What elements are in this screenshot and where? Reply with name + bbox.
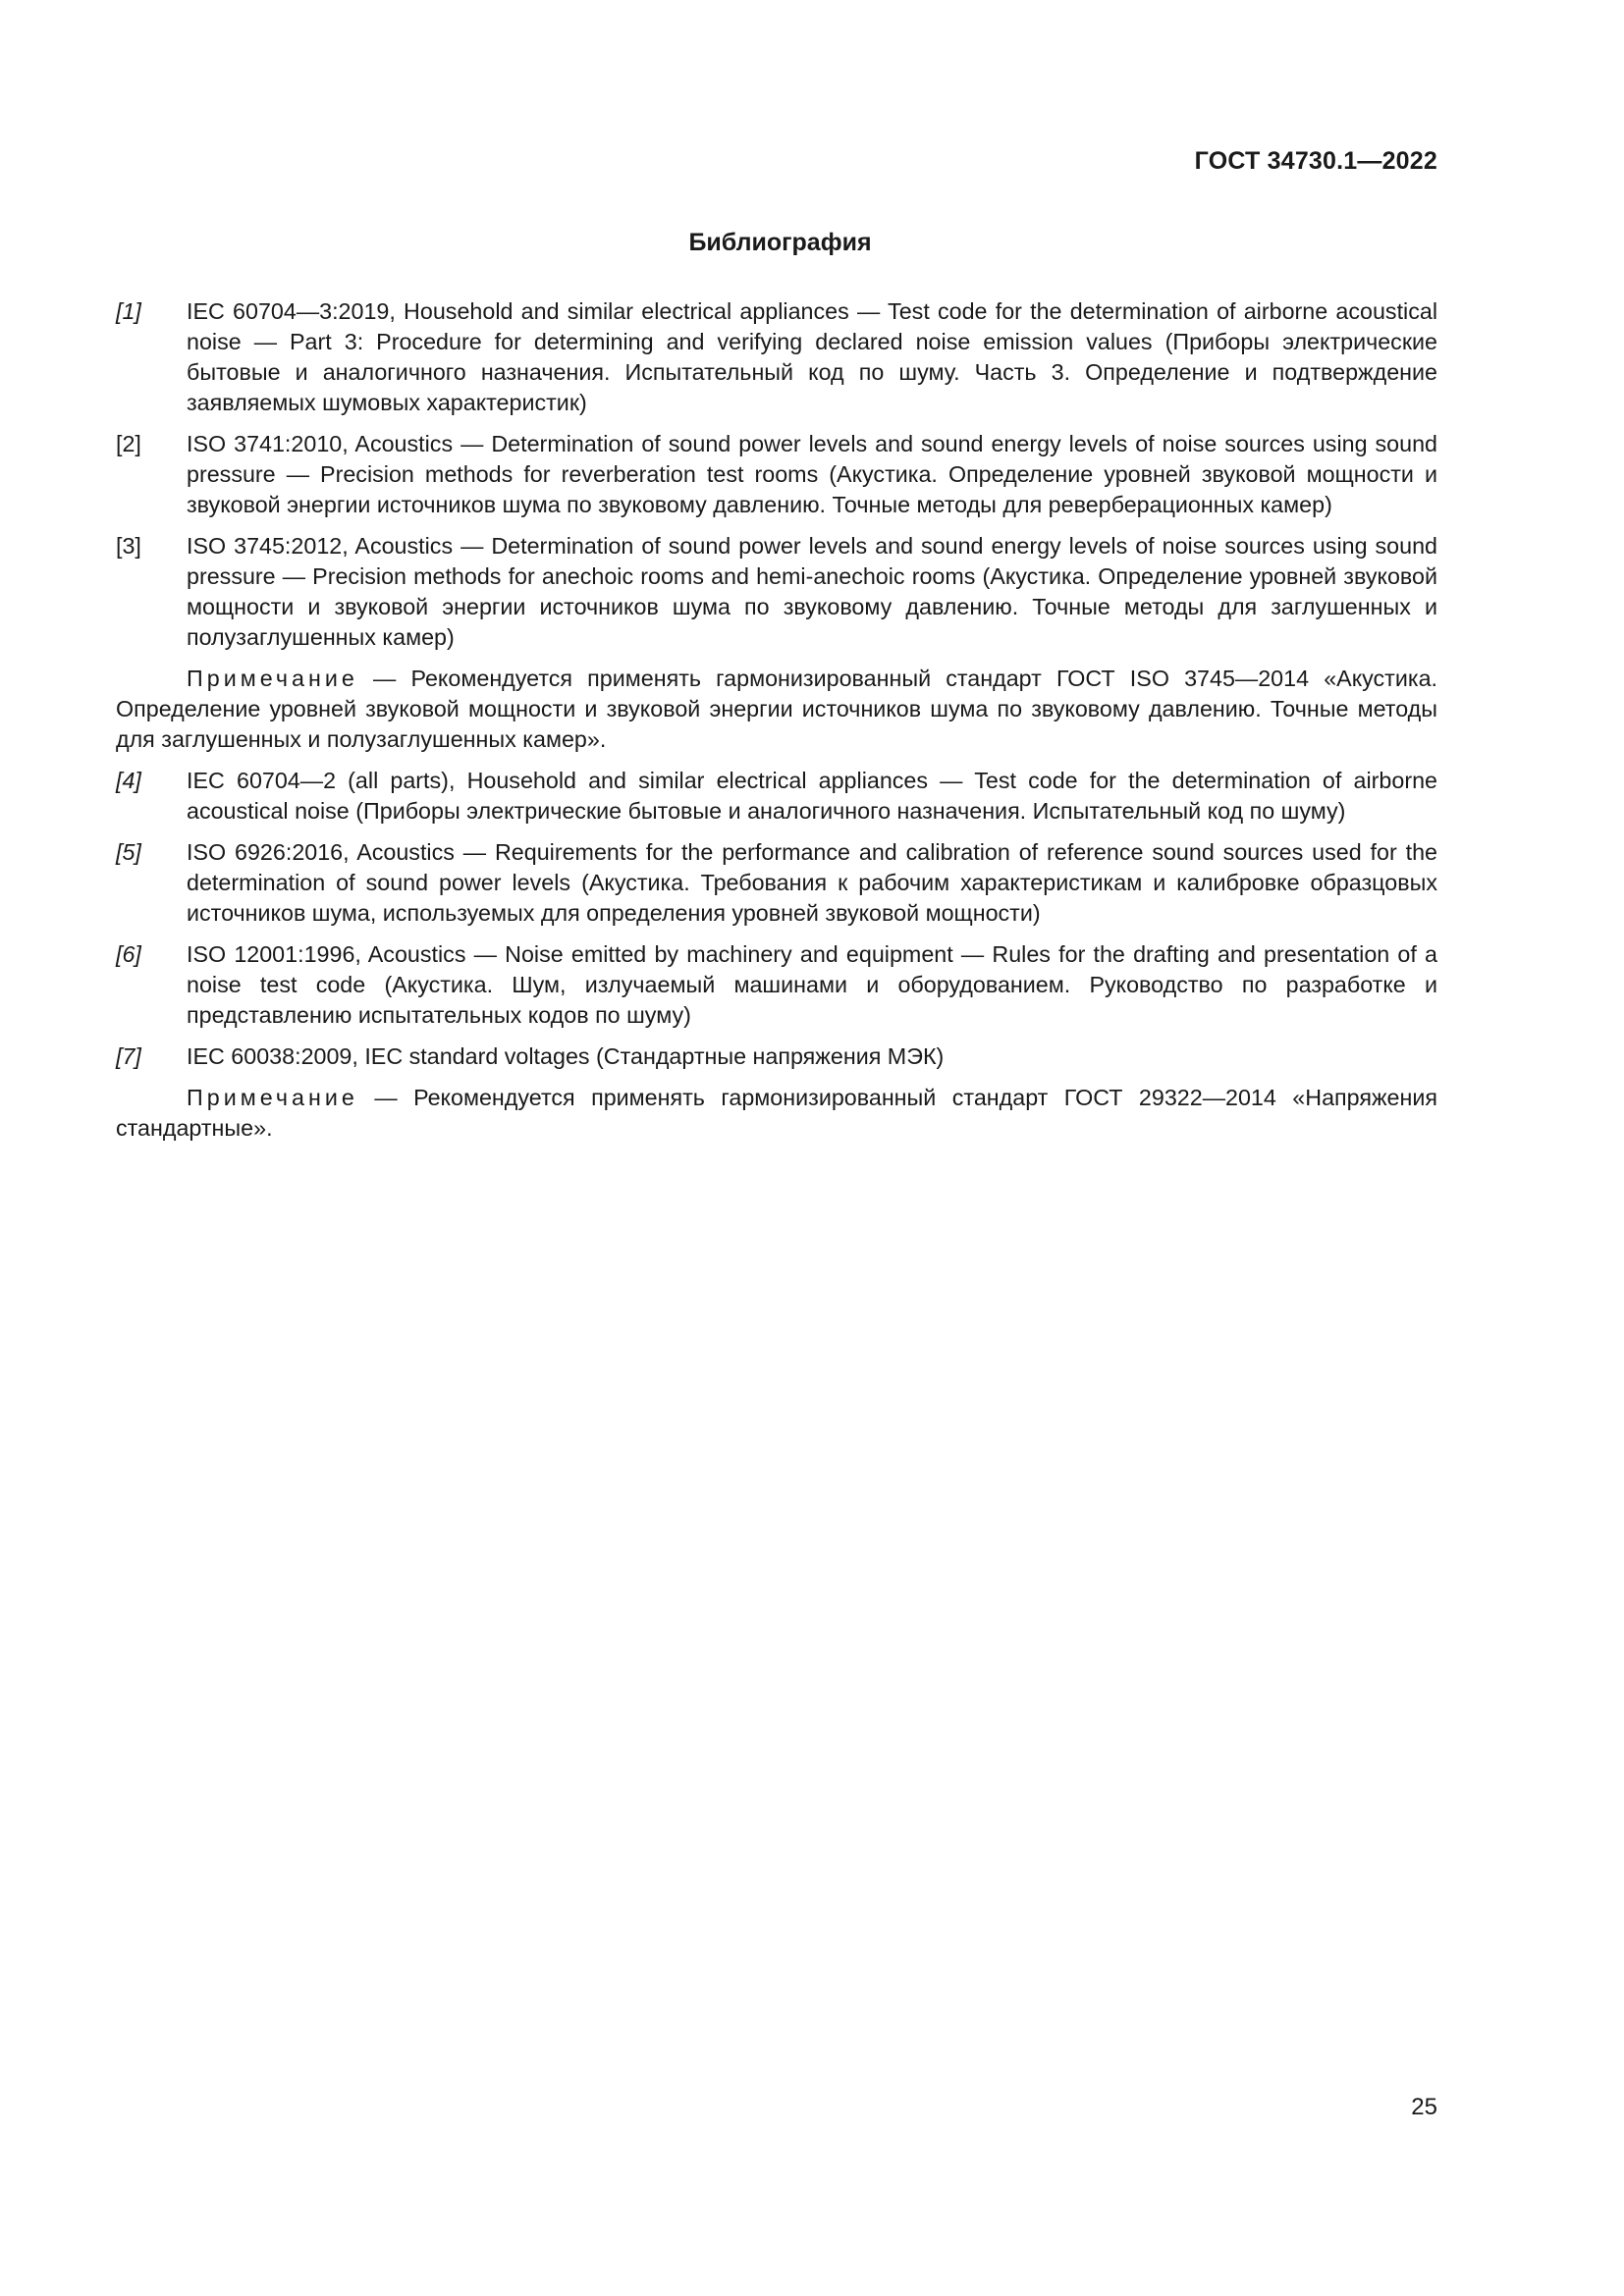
entry-text: ISO 3745:2012, Acoustics — Determination of sound power levels and sound energy levels of noise sources using sound pressure — Precision methods for anechoic rooms and hemi-anechoic rooms (Акустика. Определение уровней звуковой мощности и звуковой энергии источников шума по звуковому давлению. Точные методы для заглушенных и полузаглушенных камер): [187, 533, 1437, 650]
entry-number: [5]: [116, 839, 141, 865]
entry-number: [6]: [116, 941, 141, 967]
bibliography-entry: [116, 939, 1437, 1031]
bibliography-entry: [116, 296, 1437, 418]
note-text: — Рекомендуется применять гармонизированный стандарт ГОСТ 29322—2014 «Напряжения стандартные».: [116, 1085, 1437, 1141]
section-title: Библиография: [688, 229, 872, 256]
entry-text: IEC 60038:2009, IEC standard voltages (Стандартные напряжения МЭК): [187, 1043, 945, 1069]
entry-number: [2]: [116, 431, 141, 456]
bibliography-note: [116, 1083, 1437, 1144]
note-label: Примечание: [187, 666, 358, 691]
bibliography-entry: [116, 766, 1437, 827]
entry-number: [1]: [116, 298, 141, 324]
bibliography-list: [116, 296, 1437, 1154]
page-number: 25: [1411, 2094, 1437, 2120]
entry-number: [4]: [116, 768, 141, 793]
entry-number: [3]: [116, 533, 141, 559]
entry-text: ISO 3741:2010, Acoustics — Determination of sound power levels and sound energy levels of noise sources using sound pressure — Precision methods for reverberation test rooms (Акустика. Определение уровней звуковой мощности и звуковой энергии источников шума по звуковому давлению. Точные методы для реверберационных камер): [187, 431, 1437, 517]
entry-text: ISO 6926:2016, Acoustics — Requirements for the performance and calibration of reference sound sources used for the determination of sound power levels (Акустика. Требования к рабочим характеристикам и калибровке образцовых источников шума, используемых для определения уровней звуковой мощности): [187, 839, 1437, 926]
bibliography-entry: [116, 837, 1437, 929]
bibliography-note: [116, 664, 1437, 755]
bibliography-entry: [116, 1041, 1437, 1072]
note-text: — Рекомендуется применять гармонизированный стандарт ГОСТ ISO 3745—2014 «Акустика. Определение уровней звуковой мощности и звуковой энергии источников шума по звуковому давлению. Точные методы для заглушенных и полузаглушенных камер».: [116, 666, 1437, 752]
entry-number: [7]: [116, 1043, 141, 1069]
note-label: Примечание: [187, 1085, 358, 1110]
entry-text: ISO 12001:1996, Acoustics — Noise emitted by machinery and equipment — Rules for the drafting and presentation of a noise test code (Акустика. Шум, излучаемый машинами и оборудованием. Руководство по разработке и представлению испытательных кодов по шуму): [187, 941, 1437, 1028]
entry-text: IEC 60704—3:2019, Household and similar electrical appliances — Test code for the determination of airborne acoustical noise — Part 3: Procedure for determining and verifying declared noise emission values (Приборы электрические бытовые и аналогичного назначения. Испытательный код по шуму. Часть 3. Определение и подтверждение заявляемых шумовых характеристик): [187, 298, 1437, 415]
bibliography-entry: [116, 531, 1437, 653]
document-number: ГОСТ 34730.1—2022: [1194, 147, 1437, 175]
bibliography-entry: [116, 429, 1437, 520]
entry-text: IEC 60704—2 (all parts), Household and similar electrical appliances — Test code for the determination of airborne acoustical noise (Приборы электрические бытовые и аналогичного назначения. Испытательный код по шуму): [187, 768, 1437, 824]
